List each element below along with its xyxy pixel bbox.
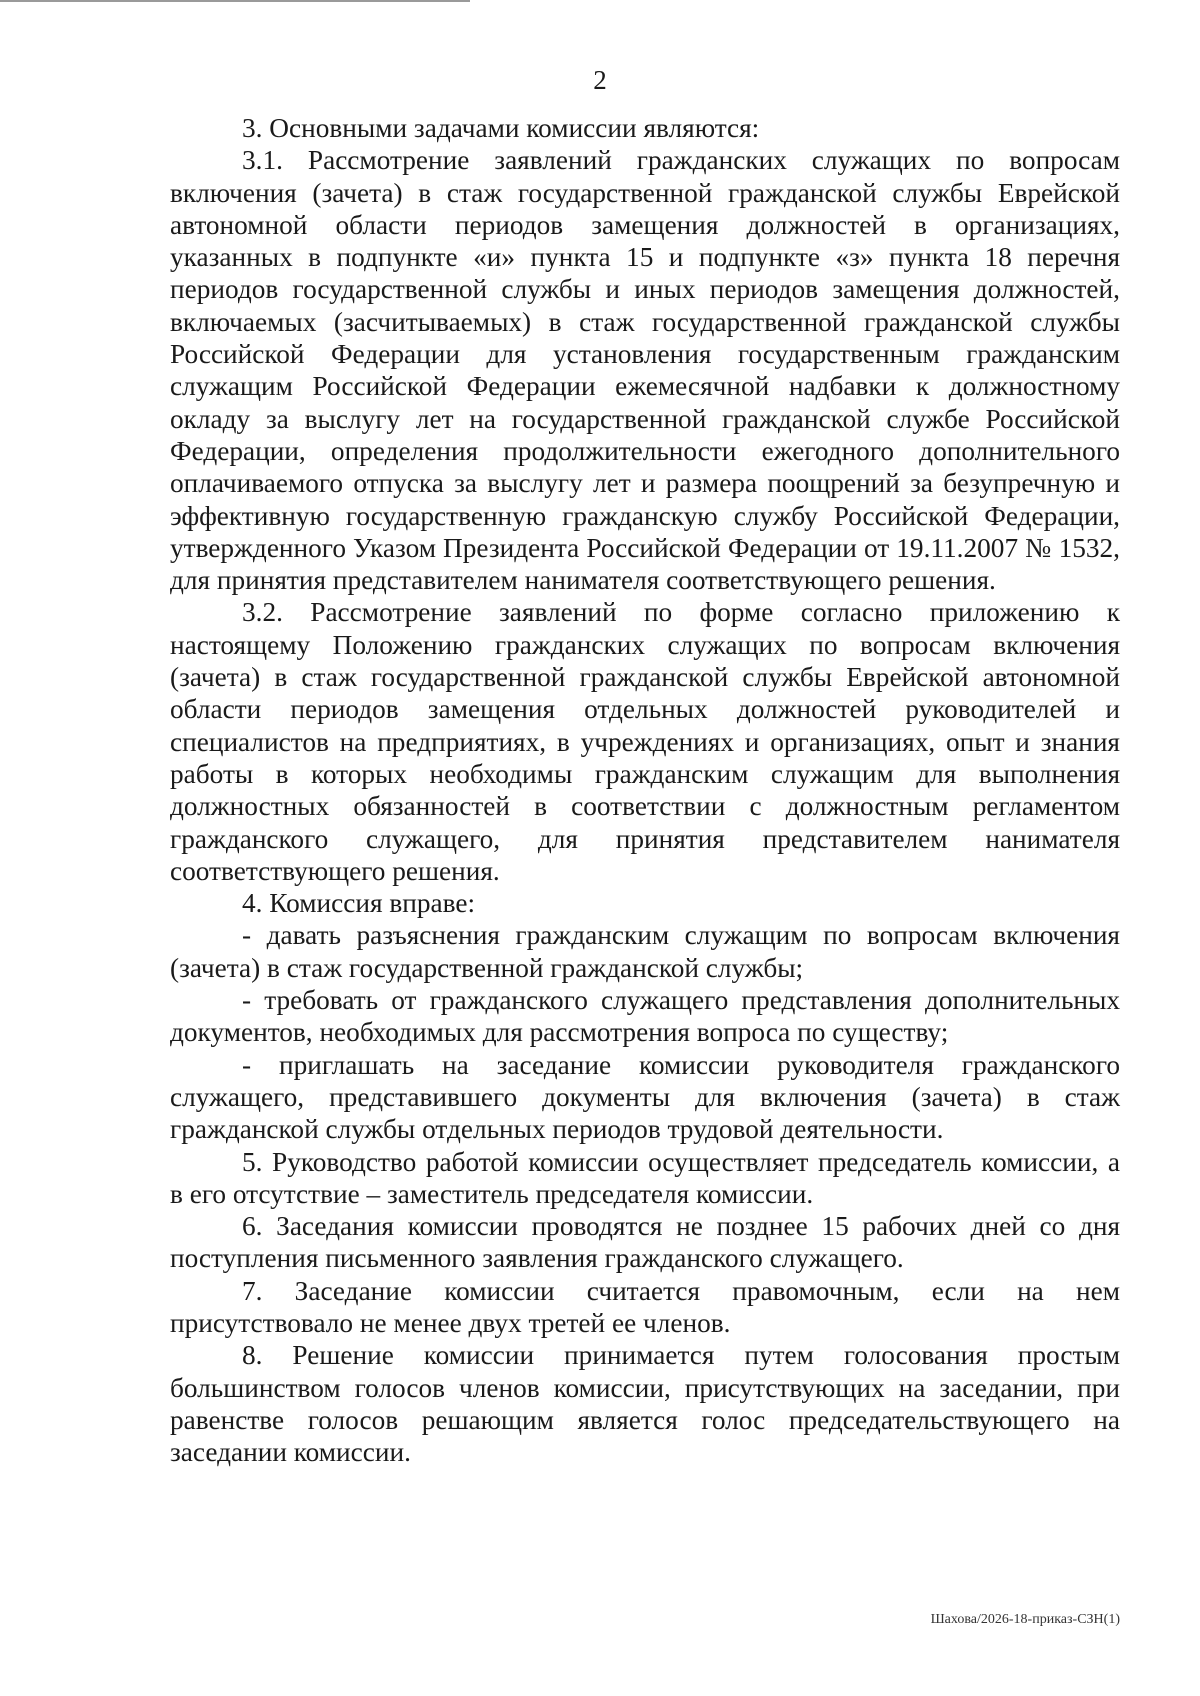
paragraph-4-item-3: - приглашать на заседание комиссии руководителя гражданского служащего, представившего документы для включения (зачета) в стаж гражданской службы отдельных периодов трудовой деятельности. bbox=[170, 1049, 1120, 1145]
paragraph-3: 3. Основными задачами комиссии являются: bbox=[242, 113, 760, 143]
page-number: 2 bbox=[593, 65, 607, 95]
paragraph-3-2: 3.2. Рассмотрение заявлений по форме согласно приложению к настоящему Положению гражданских служащих по вопросам включения (зачета) в стаж государственной гражданской службы Еврейской автономной области периодов замещения отдельных должностей руководителей и специалистов на предприятиях, в учреждениях и организациях, опыт и знания работы в которых необходимы гражданским служащим для выполнения должностных обязанностей в соответствии с должностным регламентом гражданского служащего, для принятия представителем нанимателя соответствующего решения. bbox=[170, 597, 1120, 886]
scan-edge-line bbox=[0, 0, 470, 2]
paragraph-4-item-1: - давать разъяснения гражданским служащим по вопросам включения (зачета) в стаж государственной гражданской службы; bbox=[170, 920, 1120, 983]
paragraph-3-1: 3.1. Рассмотрение заявлений гражданских служащих по вопросам включения (зачета) в стаж государственной гражданской службы Еврейской автономной области периодов замещения должностей в организациях, указанных в подпункте «и» пункта 15 и подпункте «з» пункта 18 перечня периодов государственной службы и иных периодов замещения должностей, включаемых (засчитываемых) в стаж государственной гражданской службы Российской Федерации для установления государственным гражданским служащим Российской Федерации ежемесячной надбавки к должностному окладу за выслугу лет на государственной гражданской службе Российской Федерации, определения продолжительности ежегодного дополнительного оплачиваемого отпуска за выслугу лет и размера поощрений за безупречную и эффективную государственную гражданскую службу Российской Федерации, утвержденного Указом Президента Российской Федерации от 19.11.2007 № 1532, для принятия представителем нанимателя соответствующего решения. bbox=[170, 145, 1120, 596]
paragraph-8: 8. Решение комиссии принимается путем голосования простым большинством голосов членов комиссии, присутствующих на заседании, при равенстве голосов решающим является голос председательствующего на заседании комиссии. bbox=[170, 1340, 1120, 1468]
paragraph-4-item-2: - требовать от гражданского служащего представления дополнительных документов, необходимых для рассмотрения вопроса по существу; bbox=[170, 985, 1120, 1048]
document-body bbox=[170, 112, 1120, 1468]
paragraph-7: 7. Заседание комиссии считается правомочным, если на нем присутствовало не менее двух третей ее членов. bbox=[170, 1275, 1120, 1338]
paragraph-6: 6. Заседания комиссии проводятся не позднее 15 рабочих дней со дня поступления письменного заявления гражданского служащего. bbox=[170, 1211, 1120, 1274]
paragraph-5: 5. Руководство работой комиссии осуществляет председатель комиссии, а в его отсутствие – заместитель председателя комиссии. bbox=[170, 1146, 1120, 1209]
paragraph-4: 4. Комиссия вправе: bbox=[242, 888, 476, 919]
footer-document-code: Шахова/2026-18-приказ-СЗН(1) bbox=[930, 1612, 1120, 1627]
